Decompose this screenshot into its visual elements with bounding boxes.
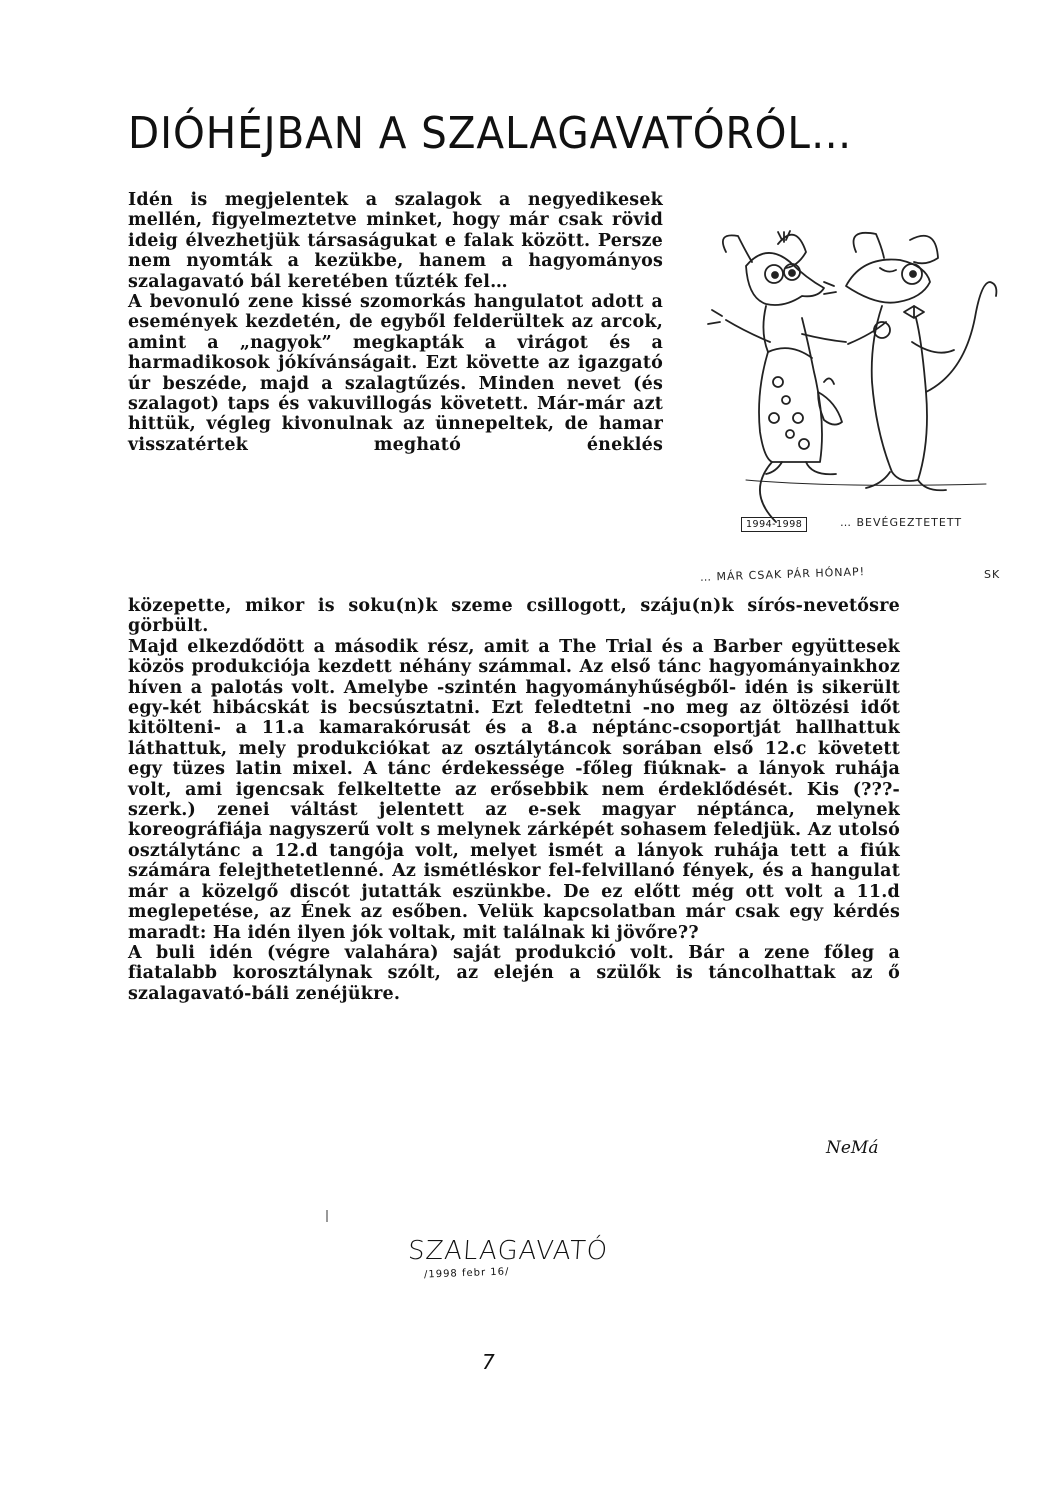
handwritten-event-name: SZALAGAVATÓ [406,1236,610,1266]
page-number: 7 [482,1350,495,1374]
cartoon-note-months: … MÁR CSAK PÁR HÓNAP! [699,565,866,584]
handwritten-date: /1998 febr 16/ [423,1266,510,1281]
years-label: 1994-1998 [741,517,807,532]
cartoon-note-finished: … BEVÉGEZTETETT [840,516,963,529]
mice-cartoon-illustration [686,222,1026,592]
paragraph-2-continued: közepette, mikor is soku(n)k szeme csillogott, száju(n)k sírós-nevetősre görbült. [128,596,900,637]
body-column-full [128,596,900,1004]
stray-mark [326,1210,328,1222]
cartoon-initials: SK [984,568,1001,581]
author-signature: NeMá [826,1138,879,1158]
article-title: DIÓHÉJBAN A SZALAGAVATÓRÓL… [128,108,853,159]
paragraph-2: A bevonuló zene kissé szomorkás hangulatot adott a események kezdetén, de egyből felderültek az arcok, amint a „nagyok” megkapták a virágot és a harmadikosok jókívánságait. Ezt követte az igazgató úr beszéde, majd a szalagtűzés. Minden nevet (és szalagot) taps és vakuvillogás követett. Már-már azt hittük, végleg kivonulnak az ünnepeltek, de hamar visszatértek megható éneklés [128,292,663,455]
body-column-top [128,190,663,455]
paragraph-4: A buli idén (végre valahára) saját produkció volt. Bár a zene főleg a fiatalabb korosztálynak szólt, az elején a szülők is táncolhattak az ő szalagavató-báli zenéjükre. [128,942,900,1004]
paragraph-3: Majd elkezdődött a második rész, amit a The Trial és a Barber együttesek közös produkciója kezdett néhány számmal. Az első tánc hagyományainkhoz híven a palotás volt. Amelybe -szintén hagyományhűségből- idén is sikerült egy-két hibácskát is becsúsztatni. Ezt feledtetni -no meg az öltözési időt kitölteni- a 11.a kamarakórusát és a 8.a néptánc-csoportját hallhattuk láthattuk, mely produkciókat az osztálytáncok sorában első 12.c követett egy tüzes latin mixel. A tánc érdekessége -főleg fiúknak- a lányok ruhája volt, ami igencsak felkeltette az erősebbik nem érdeklődését. Kis (???-szerk.) zenei váltást jelentett az e-sek magyar néptánca, melynek koreográfiája nagyszerű volt s melynek zárképét sohasem feledjük. Az utolsó osztálytánc a 12.d tangója volt, melyet ismét a lányok ruhája tett a fiúk számára felejthetetlenné. Az ismétléskor fel-felvillanó fények, és a hangulat már a közelgő discót jutatták eszünkbe. De ez előtt még ott volt a 11.d meglepetése, az Ének az esőben. Velük kapcsolatban már csak egy kérdés maradt: Ha idén ilyen jók voltak, mit találnak ki jövőre?? [128,636,900,943]
paragraph-1: Idén is megjelentek a szalagok a negyedikesek mellén, figyelmeztetve minket, hogy már csak rövid ideig élvezhetjük társaságukat e falak között. Persze nem nyomták a kezükbe, hanem a hagyományos szalagavató bál keretében tűzték fel… [128,190,663,292]
